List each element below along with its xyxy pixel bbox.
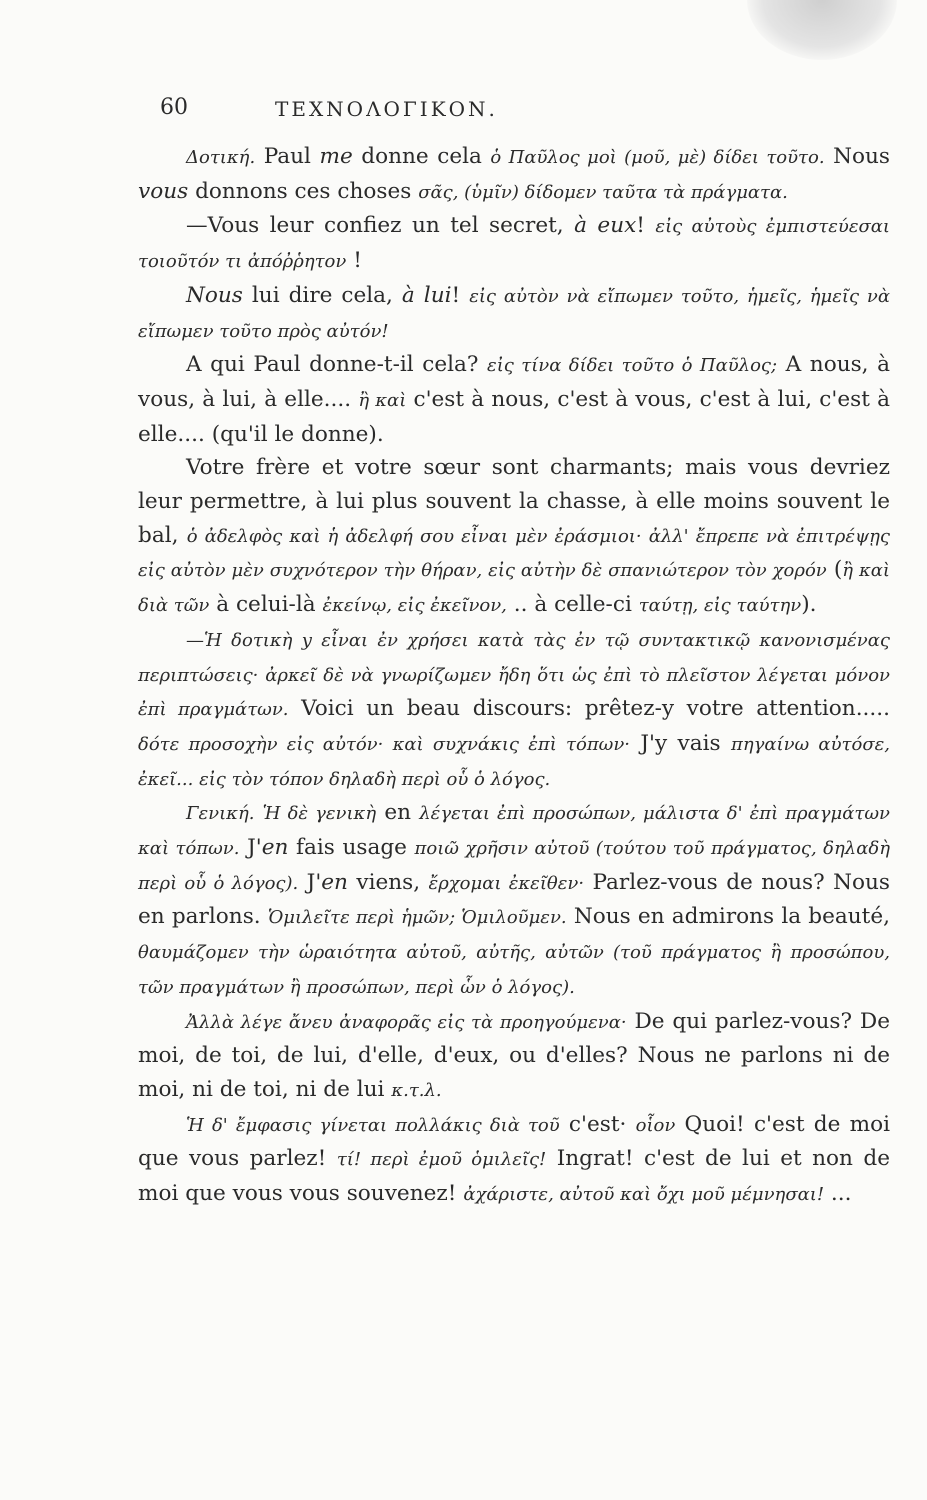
french-text: donne cela — [352, 144, 491, 169]
french-text: Quoi! c'est de moi que vous parlez! — [138, 1111, 890, 1172]
page-header — [0, 95, 927, 131]
french-text: Ingrat! c'est de lui et non de moi que vous vous souvenez! — [138, 1146, 890, 1207]
french-text: —Vous leur confiez un tel secret, — [186, 213, 575, 239]
body-text — [138, 140, 890, 1212]
running-head: ΤΕΧΝΟΛΟΓΙΚΟΝ. — [275, 97, 498, 121]
greek-text: Γενική. — [186, 803, 255, 825]
greek-text: πηγαίνω αὐτόσε, ἐκεῖ... εἰς τὸν τόπον δηλαδὴ περὶ οὗ ὁ λόγος. — [138, 733, 890, 790]
greek-text: εἰς αὐτοὺς ἐμπιστεύεσαι τοιοῦτόν τι ἀπόῤῥητον — [138, 216, 890, 273]
page-stain — [747, 0, 897, 60]
french-text: Nous — [824, 144, 890, 169]
french-text: c'est· — [559, 1111, 636, 1137]
greek-text: ἔρχομαι ἐκεῖθεν· — [428, 872, 585, 894]
french-text: lui dire cela, — [242, 282, 402, 308]
french-text: ( — [826, 557, 843, 583]
french-text: Paul — [255, 144, 320, 169]
french-text: J' — [298, 869, 322, 895]
greek-text: Δοτική. — [186, 147, 256, 168]
paragraph-alla-lege — [138, 1005, 890, 1108]
greek-text: ἐκείνῳ, εἰς ἐκεῖνον, — [322, 595, 507, 617]
french-text: ). — [801, 592, 817, 618]
paragraph-nous-lui-dire — [138, 279, 890, 348]
italic-text: à eux — [574, 213, 637, 239]
greek-text: οἷον — [635, 1114, 676, 1136]
greek-text: εἰς τίνα δίδει τοῦτο ὁ Παῦλος; — [487, 355, 778, 377]
french-text: c'est à nous, c'est à vous, c'est à lui, c'est à elle.... (qu'il le donne). — [138, 386, 890, 447]
greek-text: ὁ Παῦλος μοὶ (μοῦ, μὲ) δίδει τοῦτο. — [490, 147, 825, 168]
french-text: en — [376, 800, 420, 826]
greek-text: ὁ ἀδελφὸς καὶ ἡ ἀδελφή σου εἶναι μὲν ἐράσμιοι· ἀλλ' ἔπρεπε νὰ ἐπιτρέψῃς εἰς αὐτὸν μὲν συχνότερον τὴν θήραν, εἰς αὐτὴν δὲ σπανιώτερον τὸν χορόν — [138, 525, 890, 582]
greek-text: τί! περὶ ἐμοῦ ὁμιλεῖς! — [336, 1149, 547, 1171]
italic-text: en — [321, 869, 348, 895]
italic-text: Nous — [186, 282, 243, 308]
greek-text: Ἡ δ' ἔμφασις γίνεται πολλάκις διὰ τοῦ — [186, 1114, 560, 1136]
french-text: De qui parlez-vous? De moi, de toi, de lui, d'elle, d'eux, ou d'elles? Nous ne parlons ni de moi, ni de toi, ni de lui — [138, 1008, 890, 1102]
greek-text: ἢ καὶ — [358, 389, 407, 411]
french-text: viens, — [347, 869, 429, 895]
french-text: ! — [636, 213, 656, 239]
italic-text: à lui — [401, 282, 452, 308]
french-text: Votre frère et votre sœur sont charmants; mais vous devriez leur permettre, à lui plus souvent la chasse, à elle moins souvent le bal, — [138, 455, 890, 548]
greek-text: Ἀλλὰ λέγε ἄνευ ἀναφορᾶς εἰς τὰ προηγούμενα· — [186, 1011, 627, 1033]
french-text: J'y vais — [630, 730, 731, 756]
page-number: 60 — [160, 95, 188, 120]
french-text: Nous en admirons la beauté, — [566, 904, 890, 930]
french-text — [254, 800, 262, 825]
greek-text: ἢ καὶ διὰ τῶν — [138, 560, 890, 617]
french-text: à celui-là — [209, 592, 323, 618]
paragraph-votre-frere — [138, 451, 890, 623]
greek-text: ποιῶ χρῆσιν αὐτοῦ (τούτου τοῦ πράγματος, δηλαδὴ περὶ οὗ ὁ λόγος). — [138, 838, 890, 894]
paragraph-confiez — [138, 209, 890, 278]
french-text: ! — [451, 282, 470, 308]
greek-text: —Ἡ δοτικὴ y εἶναι ἐν χρήσει κατὰ τὰς ἐν τῷ συντακτικῷ κανονισμένας περιπτώσεις· ἀρκεῖ δὲ νὰ γνωρίζωμεν ἤδη ὅτι ὡς ἐπὶ τὸ πλεῖστον λέγεται μόνον ἐπὶ πραγμάτων. — [138, 629, 890, 721]
greek-text: ἀχάριστε, αὐτοῦ καὶ ὄχι μοῦ μέμνησαι! — [463, 1184, 825, 1206]
french-text: J' — [239, 835, 262, 861]
paragraph-emphasis — [138, 1108, 890, 1212]
greek-text: λέγεται ἐπὶ προσώπων, μάλιστα δ' ἐπὶ πραγμάτων καὶ τόπων. — [138, 803, 890, 860]
french-text: Parlez-vous de nous? Nous en parlons. — [138, 869, 890, 930]
paragraph-dotike-y — [138, 623, 890, 797]
greek-text: σᾶς, (ὑμῖν) δίδομεν ταῦτα τὰ πράγματα. — [418, 181, 788, 203]
greek-text: Ὁμιλεῖτε περὶ ἡμῶν; Ὁμιλοῦμεν. — [267, 907, 567, 929]
paragraph-genitive — [138, 796, 890, 1004]
greek-text: δότε προσοχὴν εἰς αὐτόν· καὶ συχνάκις ἐπὶ τόπων· — [138, 733, 630, 755]
greek-text: θαυμάζομεν τὴν ὡραιότητα αὐτοῦ, αὐτῆς, αὐτῶν (τοῦ πράγματος ἢ προσώπου, τῶν πραγμάτων ἢ προσώπων, περὶ ὧν ὁ λόγος). — [138, 942, 890, 998]
french-text: Voici un beau discours: prêtez-y votre attention..... — [288, 696, 891, 722]
french-text: ! — [346, 248, 362, 274]
french-text: donnons ces choses — [188, 178, 419, 204]
greek-text: κ.τ.λ. — [391, 1079, 442, 1101]
italic-text: vous — [138, 178, 189, 204]
greek-text: εἰς αὐτὸν νὰ εἴπωμεν τοῦτο, ἡμεῖς, ἡμεῖς νὰ εἴπωμεν τοῦτο πρὸς αὐτόν! — [138, 285, 890, 342]
paragraph-dative — [138, 140, 890, 209]
french-text: .. à celle-ci — [506, 592, 639, 618]
italic-text: en — [261, 835, 289, 861]
french-text: ... — [824, 1181, 852, 1207]
italic-text: me — [319, 144, 353, 169]
french-text: A nous, à vous, à lui, à elle.... — [138, 352, 890, 412]
french-text: fais usage — [288, 835, 415, 861]
greek-text: Ἡ δὲ γενικὴ — [262, 803, 377, 825]
paragraph-a-qui — [138, 348, 890, 451]
french-text: A qui Paul donne-t-il cela? — [186, 352, 488, 378]
greek-text: ταύτῃ, εἰς ταύτην — [638, 595, 802, 617]
